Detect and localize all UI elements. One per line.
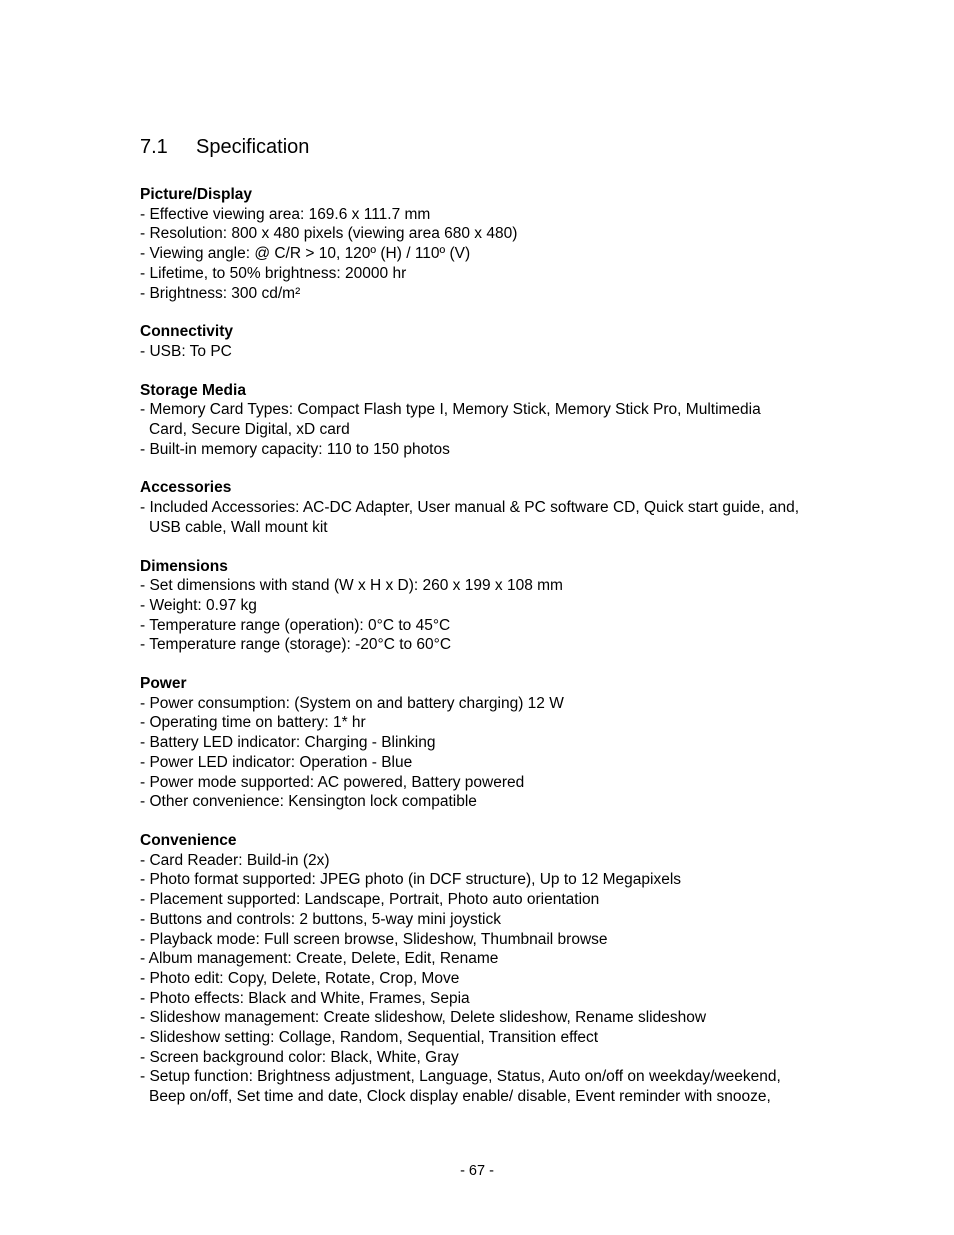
spec-group-convenience (140, 831, 800, 1107)
spec-item: - Memory Card Types: Compact Flash type I, Memory Stick, Memory Stick Pro, Multimedia Card, Secure Digital, xD card (140, 401, 761, 439)
section-title: Specification (196, 136, 310, 158)
spec-group-power (140, 674, 800, 812)
spec-item: - Album management: Create, Delete, Edit, Rename (140, 950, 499, 968)
section-number: 7.1 (140, 136, 168, 158)
section-heading (140, 133, 800, 161)
spec-item: - Photo format supported: JPEG photo (in DCF structure), Up to 12 Megapixels (140, 871, 682, 889)
spec-group-picture-display (140, 185, 800, 303)
group-title: Connectivity (140, 323, 234, 341)
spec-item: - Lifetime, to 50% brightness: 20000 hr (140, 264, 407, 282)
spec-item: - Screen background color: Black, White, Gray (140, 1048, 459, 1066)
spec-item: - Included Accessories: AC-DC Adapter, User manual & PC software CD, Quick start guide, and, USB cable, Wall mount kit (140, 499, 800, 536)
spec-item: - Resolution: 800 x 480 pixels (viewing area 680 x 480) (140, 225, 518, 243)
spec-item: - Power consumption: (System on and battery charging) 12 W (140, 694, 564, 712)
group-title: Dimensions (140, 557, 228, 575)
spec-item: - Setup function: Brightness adjustment, Language, Status, Auto on/off on weekday/weekend, Beep on/off, Set time and date, Clock display enable/ disable, Event reminder with snooze, (140, 1068, 781, 1106)
spec-item: - Buttons and controls: 2 buttons, 5-way mini joystick (140, 910, 501, 928)
group-title: Power (140, 675, 187, 693)
spec-item: - Built-in memory capacity: 110 to 150 photos (140, 440, 450, 458)
group-title: Convenience (140, 831, 237, 849)
spec-item: - Photo edit: Copy, Delete, Rotate, Crop, Move (140, 969, 460, 987)
spec-item: - Weight: 0.97 kg (140, 596, 257, 614)
spec-group-connectivity (140, 322, 800, 361)
spec-group-dimensions (140, 557, 800, 656)
spec-item: - Set dimensions with stand (W x H x D): 260 x 199 x 108 mm (140, 577, 563, 595)
spec-item: - Card Reader: Build-in (2x) (140, 851, 330, 869)
spec-item: - Brightness: 300 cd/m² (140, 284, 301, 302)
spec-item: - Playback mode: Full screen browse, Slideshow, Thumbnail browse (140, 930, 608, 948)
spec-item: - Power mode supported: AC powered, Battery powered (140, 773, 525, 791)
page-number: - 67 - (460, 1163, 494, 1179)
spec-item: - Photo effects: Black and White, Frames, Sepia (140, 989, 470, 1007)
group-title: Picture/Display (140, 186, 252, 203)
spec-group-accessories (140, 478, 800, 537)
spec-item: - Temperature range (operation): 0°C to 45°C (140, 616, 451, 634)
spec-item: - Other convenience: Kensington lock compatible (140, 793, 477, 811)
spec-item: - Effective viewing area: 169.6 x 111.7 mm (140, 205, 431, 223)
spec-group-storage-media (140, 381, 800, 460)
group-title: Storage Media (140, 381, 246, 399)
spec-item: - Placement supported: Landscape, Portrait, Photo auto orientation (140, 891, 600, 909)
spec-item: - Viewing angle: @ C/R > 10, 120º (H) / 110º (V) (140, 245, 471, 263)
spec-item: - Battery LED indicator: Charging - Blinking (140, 734, 436, 752)
document-page (140, 133, 800, 1126)
spec-item: - USB: To PC (140, 342, 232, 360)
spec-item: - Slideshow management: Create slideshow, Delete slideshow, Rename slideshow (140, 1009, 707, 1027)
spec-item: - Temperature range (storage): -20°C to 60°C (140, 636, 452, 654)
spec-item: - Operating time on battery: 1* hr (140, 714, 366, 732)
group-title: Accessories (140, 479, 232, 497)
spec-item: - Slideshow setting: Collage, Random, Sequential, Transition effect (140, 1029, 599, 1047)
spec-item: - Power LED indicator: Operation - Blue (140, 753, 413, 771)
